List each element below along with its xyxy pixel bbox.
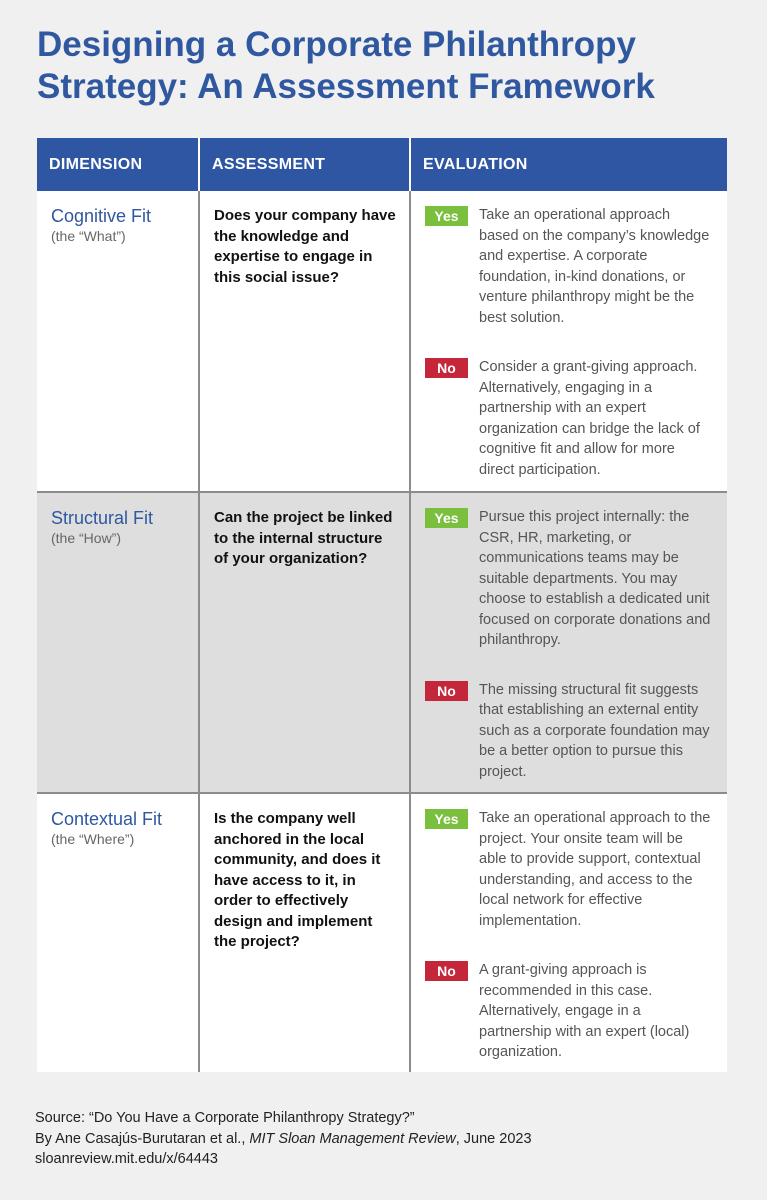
table-header xyxy=(37,138,727,191)
dimension-cell xyxy=(37,793,199,1072)
assessment-framework-table xyxy=(37,138,727,1072)
header-evaluation: EVALUATION xyxy=(410,138,727,191)
evaluation-yes xyxy=(425,507,713,651)
source-authors xyxy=(35,1129,735,1150)
evaluation-yes xyxy=(425,205,713,328)
table-row-structural-fit xyxy=(37,492,727,793)
evaluation-cell xyxy=(410,793,727,1072)
assessment-question: Can the project be linked to the internal structure of your organization? xyxy=(199,492,410,793)
yes-text: Take an operational approach based on the company’s knowledge and expertise. A corporate foundation, in-kind donations, or venture philanthropy might be the best solution. xyxy=(479,207,710,326)
dimension-subtitle: (the “What”) xyxy=(51,228,126,244)
dimension-subtitle: (the “Where”) xyxy=(51,831,135,847)
no-text: A grant-giving approach is recommended in this case. Alternatively, engage in a partnership with an expert (local) organization. xyxy=(479,962,690,1060)
evaluation-yes xyxy=(425,808,713,931)
dimension-cell xyxy=(37,191,199,492)
table-body xyxy=(37,191,727,1072)
page-title xyxy=(37,24,737,108)
dimension-name: Contextual Fit xyxy=(51,809,163,829)
yes-text: Take an operational approach to the project. Your onsite team will be able to provide support, contextual understanding, and access to the local network for effective implementation. xyxy=(479,810,711,929)
table-header-row xyxy=(37,138,727,191)
no-badge: No xyxy=(425,961,468,981)
yes-badge: Yes xyxy=(425,809,468,829)
header-assessment: ASSESSMENT xyxy=(199,138,410,191)
evaluation-no xyxy=(425,357,713,480)
page-title-line-2: Strategy: An Assessment Framework xyxy=(37,67,655,106)
dimension-cell xyxy=(37,492,199,793)
source-publication: MIT Sloan Management Review xyxy=(249,1130,456,1147)
yes-badge: Yes xyxy=(425,508,468,528)
evaluation-cell xyxy=(410,191,727,492)
source-url: sloanreview.mit.edu/x/64443 xyxy=(35,1151,218,1167)
dimension-name: Cognitive Fit xyxy=(51,206,152,226)
source-date: , June 2023 xyxy=(455,1130,532,1147)
yes-badge: Yes xyxy=(425,206,468,226)
evaluation-no xyxy=(425,680,713,783)
dimension-subtitle: (the “How”) xyxy=(51,530,122,546)
evaluation-cell xyxy=(410,492,727,793)
dimension-name: Structural Fit xyxy=(51,508,154,528)
assessment-question: Does your company have the knowledge and expertise to engage in this social issue? xyxy=(199,191,410,492)
no-text: The missing structural fit suggests that establishing an external entity such as a corporate foundation may be a better option to pursue this project. xyxy=(479,681,710,780)
page-title-line-1: Designing a Corporate Philanthropy xyxy=(37,25,636,64)
evaluation-no xyxy=(425,960,713,1063)
no-badge: No xyxy=(425,358,468,378)
table-row-contextual-fit xyxy=(37,793,727,1072)
no-text: Consider a grant-giving approach. Alternatively, engaging in a partnership with an expert organization can bridge the lack of cognitive fit and allow for more direct participation. xyxy=(479,359,700,478)
source-title: Source: “Do You Have a Corporate Philanthropy Strategy?” xyxy=(35,1110,415,1126)
assessment-question: Is the company well anchored in the local community, and does it have access to it, in order to effectively design and implement the project? xyxy=(199,793,410,1072)
no-badge: No xyxy=(425,681,468,701)
source-citation xyxy=(35,1108,735,1170)
header-dimension: DIMENSION xyxy=(37,138,199,191)
table-row-cognitive-fit xyxy=(37,191,727,492)
yes-text: Pursue this project internally: the CSR, HR, marketing, or communications teams may be suitable departments. You may choose to establish a dedicated unit focused on corporate donations and philanthropy. xyxy=(479,509,711,648)
source-authors-prefix: By Ane Casajús-Burutaran et al., xyxy=(35,1130,250,1147)
